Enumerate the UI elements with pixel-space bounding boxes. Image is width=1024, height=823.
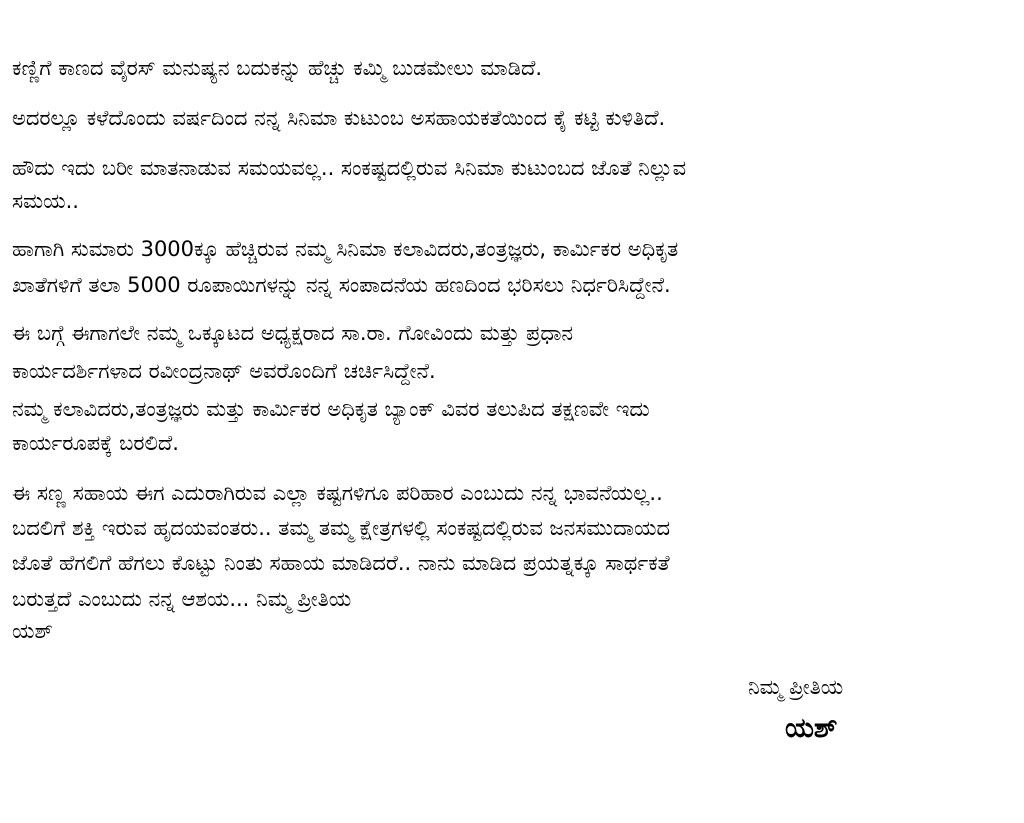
paragraph-3-line-1: ಹೌದು ಇದು ಬರೀ ಮಾತನಾಡುವ ಸಮಯವಲ್ಲ.. ಸಂಕಷ್ಟದಲ್ಲಿರುವ ಸಿನಿಮಾ ಕುಟುಂಬದ ಜೊತೆ ನಿಲ್ಲುವ [12,156,687,180]
paragraph-1-line-1: ಕಣ್ಣಿಗೆ ಕಾಣದ ವೈರಸ್ ಮನುಷ್ಯನ ಬದುಕನ್ನು ಹೆಚ್ಚು ಕಮ್ಮಿ ಬುಡಮೇಲು ಮಾಡಿದೆ. [12,56,543,80]
paragraph-4-line-2: ಖಾತೆಗಳಿಗೆ ತಲಾ 5000 ರೂಪಾಯಿಗಳನ್ನು ನನ್ನ ಸಂಪಾದನೆಯ ಹಣದಿಂದ ಭರಿಸಲು ನಿರ್ಧರಿಸಿದ್ದೇನೆ. [12,273,671,297]
paragraph-6-line-2: ಬದಲಿಗೆ ಶಕ್ತಿ ಇರುವ ಹೃದಯವಂತರು.. ತಮ್ಮ ತಮ್ಮ ಕ್ಷೇತ್ರಗಳಲ್ಲಿ ಸಂಕಷ್ಟದಲ್ಲಿರುವ ಜನಸಮುದಾಯದ [12,516,671,540]
paragraph-3-line-2: ಸಮಯ.. [12,189,79,213]
paragraph-6-line-4: ಬರುತ್ತದೆ ಎಂಬುದು ನನ್ನ ಆಶಯ... ನಿಮ್ಮ ಪ್ರೀತಿಯ [12,587,352,611]
paragraph-5-line-4: ಕಾರ್ಯರೂಪಕ್ಕೆ ಬರಲಿದೆ. [12,431,179,455]
paragraph-5-line-2: ಕಾರ್ಯದರ್ಶಿಗಳಾದ ರವೀಂದ್ರನಾಥ್ ಅವರೊಂದಿಗೆ ಚರ್ಚಿಸಿದ್ದೇನೆ. [12,359,436,383]
paragraph-2-line-1: ಅದರಲ್ಲೂ ಕಳೆದೊಂದು ವರ್ಷದಿಂದ ನನ್ನ ಸಿನಿಮಾ ಕುಟುಂಬ ಅಸಹಾಯಕತೆಯಿಂದ ಕೈ ಕಟ್ಟಿ ಕುಳಿತಿದೆ. [12,106,666,130]
paragraph-6-line-1: ಈ ಸಣ್ಣ ಸಹಾಯ ಈಗ ಎದುರಾಗಿರುವ ಎಲ್ಲಾ ಕಷ್ಟಗಳಿಗೂ ಪರಿಹಾರ ಎಂಬುದು ನನ್ನ ಭಾವನೆಯಲ್ಲ.. [12,481,663,505]
paragraph-6-line-5: ಯಶ್ [12,619,53,643]
paragraph-6-line-3: ಜೊತೆ ಹೆಗಲಿಗೆ ಹೆಗಲು ಕೊಟ್ಟು ನಿಂತು ಸಹಾಯ ಮಾಡಿದರೆ.. ನಾನು ಮಾಡಿದ ಪ್ರಯತ್ನಕ್ಕೂ ಸಾರ್ಥಕತೆ [12,551,670,575]
closing-salutation: ನಿಮ್ಮ ಪ್ರೀತಿಯ [748,675,844,699]
paragraph-5-line-1: ಈ ಬಗ್ಗೆ ಈಗಾಗಲೇ ನಮ್ಮ ಒಕ್ಕೂಟದ ಅಧ್ಯಕ್ಷರಾದ ಸಾ.ರಾ. ಗೋವಿಂದು ಮತ್ತು ಪ್ರಧಾನ [12,321,574,345]
signature: ಯಶ್ [785,713,838,744]
paragraph-5-line-3: ನಮ್ಮ ಕಲಾವಿದರು,ತಂತ್ರಜ್ಞರು ಮತ್ತು ಕಾರ್ಮಿಕರ ಅಧಿಕೃತ ಬ್ಯಾಂಕ್ ವಿವರ ತಲುಪಿದ ತಕ್ಷಣವೇ ಇದು [12,397,650,421]
paragraph-4-line-1: ಹಾಗಾಗಿ ಸುಮಾರು 3000ಕ್ಕೂ ಹೆಚ್ಚಿರುವ ನಮ್ಮ ಸಿನಿಮಾ ಕಲಾವಿದರು,ತಂತ್ರಜ್ಞರು, ಕಾರ್ಮಿಕರ ಅಧಿಕೃತ [12,237,679,261]
